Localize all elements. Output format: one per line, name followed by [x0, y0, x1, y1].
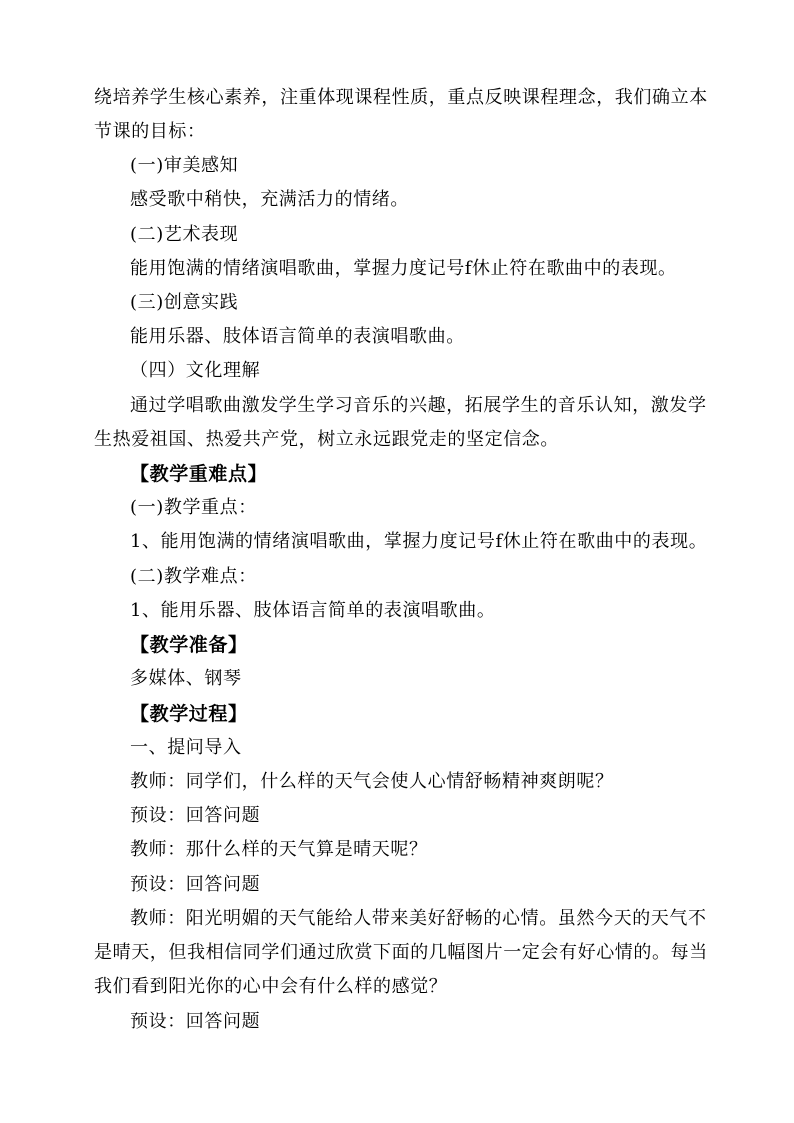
section-heading: (一)教学重点：	[130, 497, 257, 518]
process-heading: 【教学过程】	[130, 703, 248, 725]
body-text-line: 节课的目标：	[94, 121, 206, 142]
section-heading: (一)审美感知	[130, 155, 239, 176]
body-text-line: 我们看到阳光你的心中会有什么样的感觉？	[94, 976, 448, 997]
key-points-heading: 【教学重难点】	[130, 463, 268, 485]
body-text-line: 是晴天，但我相信同学们通过欣赏下面的几幅图片一定会有好心情的。每当	[94, 942, 708, 963]
body-text-line: 能用乐器、肢体语言简单的表演唱歌曲。	[130, 326, 465, 347]
body-text-line: 通过学唱歌曲激发学生学习音乐的兴趣，拓展学生的音乐认知，激发学	[130, 395, 707, 416]
section-heading: (二)艺术表现	[130, 224, 239, 245]
body-text-line: 1、能用饱满的情绪演唱歌曲，掌握力度记号f休止符在歌曲中的表现。	[130, 531, 708, 552]
body-text-line: 感受歌中稍快，充满活力的情绪。	[130, 189, 409, 210]
body-text-line: 预设：回答问题	[130, 1011, 261, 1032]
body-text-line: 多媒体、钢琴	[130, 668, 242, 689]
body-text-line: 预设：回答问题	[130, 805, 261, 826]
body-text-line: 绕培养学生核心素养，注重体现课程性质，重点反映课程理念，我们确立本	[94, 87, 708, 108]
body-text-line: 教师：那什么样的天气算是晴天呢？	[130, 839, 428, 860]
preparation-heading: 【教学准备】	[130, 634, 248, 656]
body-text-line: 预设：回答问题	[130, 874, 261, 895]
section-heading: (三)创意实践	[130, 292, 239, 313]
section-heading: 一、提问导入	[130, 737, 242, 758]
section-heading: (二)教学难点：	[130, 566, 257, 587]
body-text-line: 生热爱祖国、热爱共产党，树立永远跟党走的坚定信念。	[94, 429, 559, 450]
body-text-line: 能用饱满的情绪演唱歌曲，掌握力度记号f休止符在歌曲中的表现。	[130, 258, 677, 279]
body-text-line: 教师：阳光明媚的天气能给人带来美好舒畅的心情。虽然今天的天气不	[130, 908, 707, 929]
body-text-line: 教师：同学们，什么样的天气会使人心情舒畅精神爽朗呢？	[130, 771, 614, 792]
section-heading: （四）文化理解	[130, 360, 261, 381]
body-text-line: 1、能用乐器、肢体语言简单的表演唱歌曲。	[130, 600, 496, 621]
